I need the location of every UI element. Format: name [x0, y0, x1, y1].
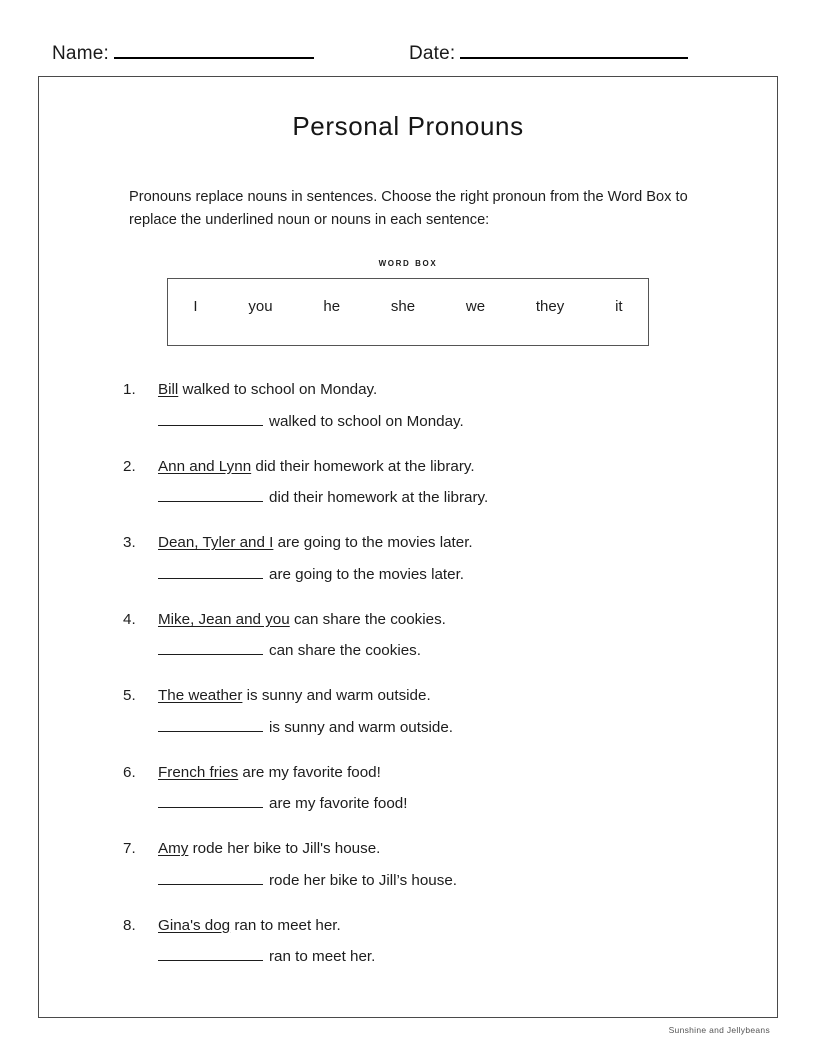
answer-blank[interactable]	[158, 488, 263, 502]
question-item	[123, 457, 757, 509]
underlined-noun: Gina's dog	[158, 916, 231, 934]
question-number: 7.	[123, 840, 136, 858]
question-number: 8.	[123, 916, 136, 934]
word-box-word[interactable]: you	[248, 298, 273, 316]
word-box-word[interactable]: they	[535, 298, 565, 316]
answer-blank[interactable]	[158, 794, 263, 808]
answer-sentence-remainder: is sunny and warm outside.	[269, 718, 454, 736]
underlined-noun: Bill	[158, 381, 179, 399]
answer-sentence-remainder: ran to meet her.	[269, 948, 376, 966]
word-box-word[interactable]: we	[465, 298, 486, 316]
question-answer-line	[123, 947, 757, 967]
worksheet-sheet	[38, 76, 778, 1018]
answer-sentence-remainder: did their homework at the library.	[269, 489, 489, 507]
name-write-line[interactable]	[114, 42, 314, 59]
sentence-remainder: rode her bike to Jill's house.	[188, 840, 381, 858]
question-answer-line	[123, 412, 757, 432]
question-sentence	[158, 380, 377, 400]
sentence-remainder: are my favorite food!	[238, 763, 381, 781]
word-box-label: word box	[378, 257, 438, 270]
date-label: Date:	[408, 43, 456, 64]
date-field	[409, 42, 688, 65]
sentence-remainder: ran to meet her.	[230, 916, 341, 934]
question-sentence	[158, 457, 475, 477]
question-answer-line	[123, 794, 757, 814]
answer-sentence-remainder: are my favorite food!	[269, 795, 408, 813]
sentence-remainder: walked to school on Monday.	[178, 381, 378, 399]
question-prompt-line	[123, 763, 757, 783]
word-box-word[interactable]: I	[193, 298, 198, 316]
answer-blank[interactable]	[158, 641, 263, 655]
answer-sentence-remainder: can share the cookies.	[269, 642, 421, 660]
question-prompt-line	[123, 533, 757, 553]
underlined-noun: Ann and Lynn	[158, 457, 252, 475]
answer-blank[interactable]	[158, 947, 263, 961]
question-prompt-line	[123, 686, 757, 706]
question-answer-line	[123, 871, 757, 891]
question-prompt-line	[123, 380, 757, 400]
word-box	[167, 278, 649, 346]
answer-blank[interactable]	[158, 565, 263, 579]
underlined-noun: Dean, Tyler and I	[158, 534, 274, 552]
question-number: 4.	[123, 610, 136, 628]
name-field	[52, 42, 314, 65]
question-answer-line	[123, 565, 757, 585]
underlined-noun: French fries	[158, 763, 239, 781]
question-item	[123, 533, 757, 585]
answer-sentence-remainder: walked to school on Monday.	[269, 412, 464, 430]
question-number: 5.	[123, 687, 136, 705]
question-sentence	[158, 763, 381, 783]
answer-sentence-remainder: rode her bike to Jill’s house.	[269, 871, 457, 889]
page-title: Personal Pronouns	[292, 111, 524, 141]
question-item	[123, 839, 757, 891]
question-prompt-line	[123, 916, 757, 936]
question-number: 3.	[123, 534, 136, 552]
answer-blank[interactable]	[158, 871, 263, 885]
answer-blank[interactable]	[158, 718, 263, 732]
question-item	[123, 763, 757, 815]
name-label: Name:	[52, 43, 109, 64]
question-prompt-line	[123, 610, 757, 630]
publisher-credit: Sunshine and Jellybeans	[668, 1025, 770, 1035]
student-info-header	[52, 42, 768, 72]
date-write-line[interactable]	[460, 42, 688, 59]
question-sentence	[158, 533, 473, 553]
question-item	[123, 380, 757, 432]
question-list	[39, 380, 777, 967]
question-sentence	[158, 610, 446, 630]
question-number: 1.	[123, 381, 136, 399]
word-box-word[interactable]: it	[615, 298, 623, 316]
question-sentence	[158, 916, 341, 936]
question-prompt-line	[123, 457, 757, 477]
question-item	[123, 916, 757, 968]
question-prompt-line	[123, 839, 757, 859]
sentence-remainder: did their homework at the library.	[251, 457, 475, 475]
question-number: 2.	[123, 457, 136, 475]
answer-blank[interactable]	[158, 412, 263, 426]
question-number: 6.	[123, 763, 136, 781]
question-answer-line	[123, 641, 757, 661]
answer-sentence-remainder: are going to the movies later.	[269, 565, 465, 583]
question-sentence	[158, 686, 431, 706]
question-sentence	[158, 839, 380, 859]
question-item	[123, 686, 757, 738]
word-box-word[interactable]: she	[390, 298, 416, 316]
sentence-remainder: can share the cookies.	[289, 610, 446, 628]
question-item	[123, 610, 757, 662]
underlined-noun: Mike, Jean and you	[158, 610, 290, 628]
instructions-text: Pronouns replace nouns in sentences. Choose the right pronoun from the Word Box to replace the underlined noun or nouns in each sentence:	[129, 189, 688, 228]
word-box-word[interactable]: he	[323, 298, 341, 316]
sentence-remainder: is sunny and warm outside.	[242, 687, 431, 705]
underlined-noun: The weather	[158, 687, 243, 705]
underlined-noun: Amy	[158, 840, 189, 858]
question-answer-line	[123, 718, 757, 738]
question-answer-line	[123, 488, 757, 508]
sentence-remainder: are going to the movies later.	[273, 534, 473, 552]
